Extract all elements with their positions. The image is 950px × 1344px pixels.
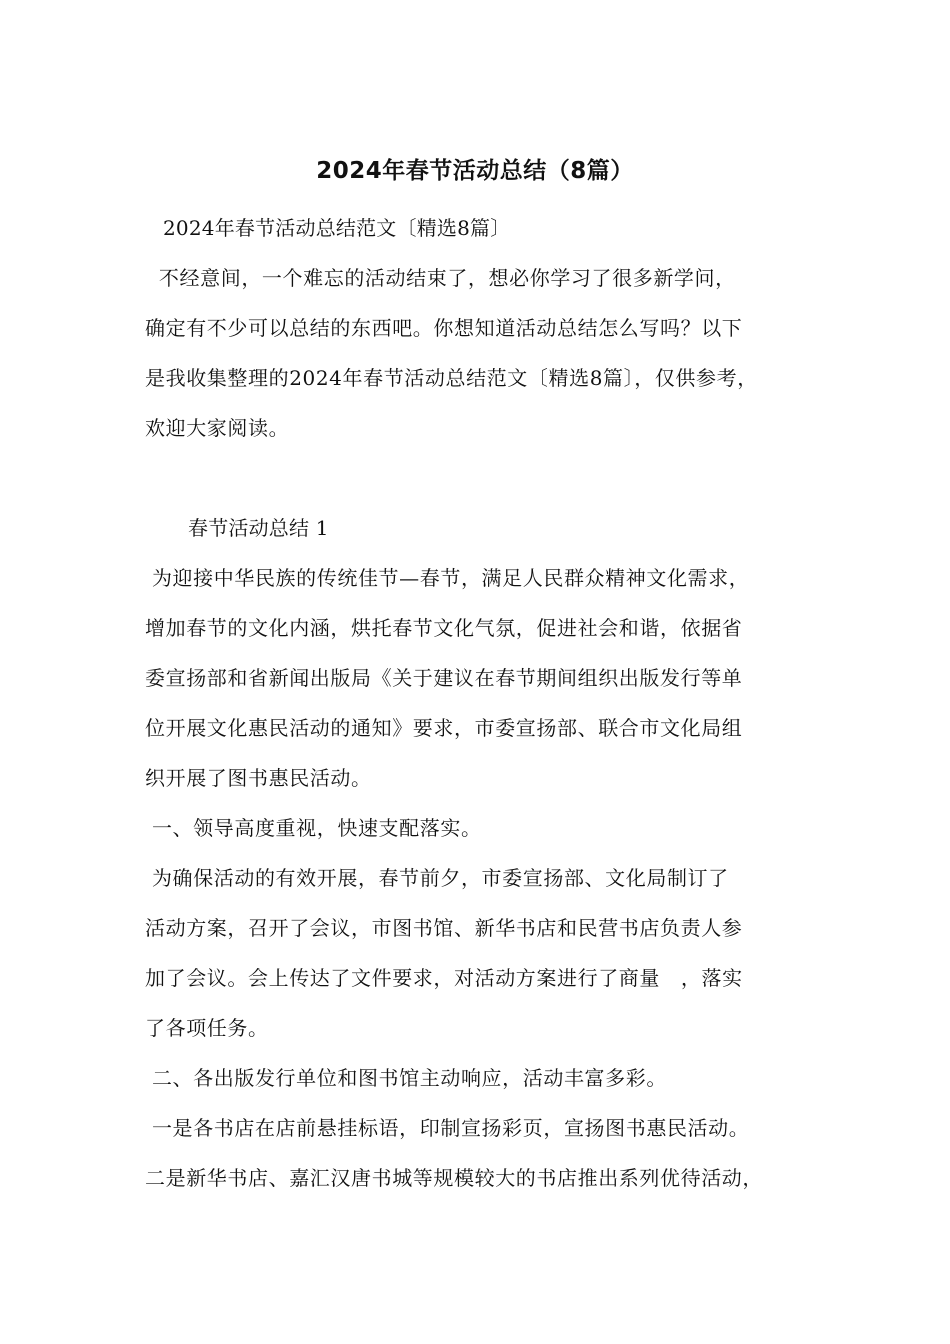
body-line: 二、各出版发行单位和图书馆主动响应，活动丰富多彩。: [145, 1066, 667, 1090]
intro-line: 欢迎大家阅读。: [145, 416, 290, 440]
intro-line: 不经意间，一个难忘的活动结束了，想必你学习了很多新学问，: [145, 266, 736, 290]
body-line: 活动方案，召开了会议，市图书馆、新华书店和民营书店负责人参: [145, 916, 743, 940]
intro-line: 是我收集整理的2024年春节活动总结范文〔精选8篇〕，仅供参考，: [145, 366, 758, 390]
section-heading: 春节活动总结 1: [188, 516, 329, 540]
document-subtitle: 2024年春节活动总结范文〔精选8篇〕: [163, 216, 511, 240]
body-line: 加了会议。会上传达了文件要求，对活动方案进行了商量 ，落实: [145, 966, 743, 990]
body-line: 一是各书店在店前悬挂标语，印制宣扬彩页，宣扬图书惠民活动。: [145, 1116, 750, 1140]
body-line: 一、领导高度重视，快速支配落实。: [145, 816, 482, 840]
body-line: 了各项任务。: [145, 1016, 269, 1040]
body-line: 委宣扬部和省新闻出版局《关于建议在春节期间组织出版发行等单: [145, 666, 743, 690]
document-title: 2024年春节活动总结（8篇）: [316, 158, 634, 184]
body-line: 织开展了图书惠民活动。: [145, 766, 372, 790]
body-line: 位开展文化惠民活动的通知》要求，市委宣扬部、联合市文化局组: [145, 716, 743, 740]
body-line: 增加春节的文化内涵，烘托春节文化气氛，促进社会和谐，依据省: [145, 616, 743, 640]
body-line: 为迎接中华民族的传统佳节—春节，满足人民群众精神文化需求，: [145, 566, 750, 590]
intro-line: 确定有不少可以总结的东西吧。你想知道活动总结怎么写吗？以下: [145, 316, 743, 340]
body-line: 为确保活动的有效开展，春节前夕，市委宣扬部、文化局制订了: [145, 866, 729, 890]
body-line: 二是新华书店、嘉汇汉唐书城等规模较大的书店推出系列优待活动，: [145, 1166, 763, 1190]
